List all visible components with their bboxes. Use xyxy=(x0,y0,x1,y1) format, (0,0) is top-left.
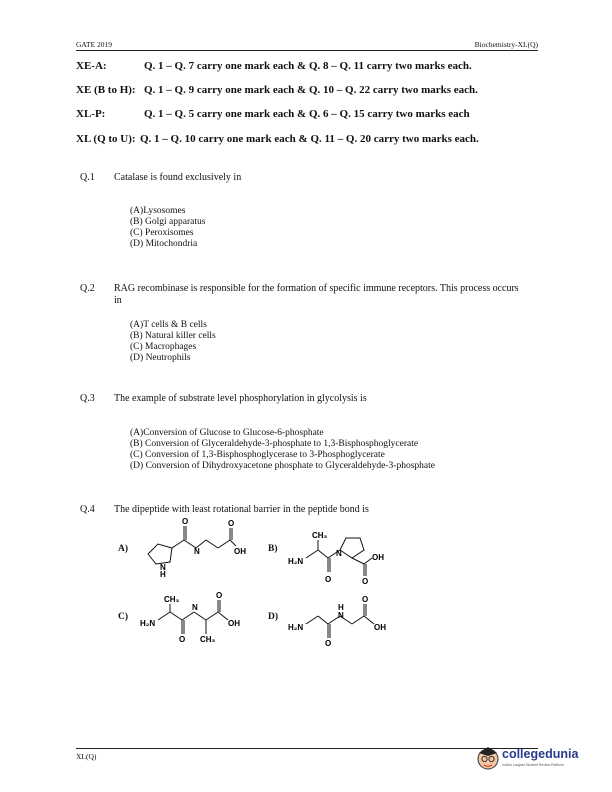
question-3-options xyxy=(130,428,435,472)
acid-o-label: O xyxy=(362,577,369,586)
structure-a-pro-gly[interactable] xyxy=(134,517,264,589)
carbonyl-o-label: O xyxy=(182,517,189,526)
question-1-options xyxy=(130,206,205,250)
option-c[interactable]: (C) Conversion of 1,3-Bisphosphoglycerase to 3-Phosphoglycerate xyxy=(130,450,385,460)
ring-n-label: N xyxy=(336,549,342,558)
amine-label: H₂N xyxy=(288,557,304,566)
logo-tagline: India's Largest Student Review Platform xyxy=(502,763,565,767)
question-text: The example of substrate level phosphorylation in glycolysis is xyxy=(114,393,367,404)
oh-label: OH xyxy=(234,547,246,556)
carbonyl-o-label: O xyxy=(325,575,332,584)
acid-o-label: O xyxy=(228,519,235,528)
option-d[interactable]: (D) Mitochondria xyxy=(130,239,198,249)
amide-n-label: N xyxy=(192,603,198,612)
question-number: Q.3 xyxy=(80,393,95,404)
structure-d-gly-gly[interactable] xyxy=(288,595,418,667)
question-number: Q.1 xyxy=(80,172,95,183)
option-d[interactable]: (D) Neutrophils xyxy=(130,353,191,363)
marks-text: Q. 1 – Q. 7 carry one mark each & Q. 8 – Q. 11 carry two marks each. xyxy=(144,60,472,72)
amide-n-label: N xyxy=(194,547,200,556)
question-text: The dipeptide with least rotational barrier in the peptide bond is xyxy=(114,504,369,515)
page-header-exam: GATE 2019 xyxy=(76,40,113,49)
question-text: RAG recombinase is responsible for the formation of specific immune receptors. This process occurs in xyxy=(114,283,519,306)
structure-c-ala-ala[interactable] xyxy=(140,591,270,663)
page-footer-code: XL(Q) xyxy=(76,752,97,761)
option-c[interactable]: (C) Peroxisomes xyxy=(130,228,194,238)
ring-h-label: H xyxy=(160,570,166,579)
footer-rule xyxy=(76,748,538,749)
oh-label: OH xyxy=(228,619,240,628)
ring-nh-label: N xyxy=(160,563,166,572)
carbonyl-o-label: O xyxy=(325,639,332,648)
logo-wordmark: collegedunia xyxy=(502,747,579,761)
marks-label: XE-A: xyxy=(76,60,107,72)
marks-label: XL (Q to U): xyxy=(76,133,136,145)
option-a[interactable]: (A)Conversion of Glucose to Glucose-6-phosphate xyxy=(130,428,324,438)
option-a[interactable]: (A)T cells & B cells xyxy=(130,320,207,330)
amine-label: H₂N xyxy=(140,619,156,628)
amide-n-label: N xyxy=(338,611,344,620)
question-text: Catalase is found exclusively in xyxy=(114,172,242,183)
question-2-options xyxy=(130,320,216,364)
collegedunia-logo[interactable] xyxy=(476,745,579,773)
structure-b-ala-pro[interactable] xyxy=(288,531,418,599)
oh-label: OH xyxy=(372,553,384,562)
header-rule xyxy=(76,50,538,51)
mascot-icon xyxy=(476,745,500,771)
page-header-paper: Biochemistry-XL(Q) xyxy=(474,40,538,49)
methyl-top-label: CH₃ xyxy=(164,595,180,604)
option-a-label[interactable]: A) xyxy=(118,544,129,554)
carbonyl-o-label: O xyxy=(179,635,186,644)
methyl-bottom-label: CH₃ xyxy=(200,635,216,644)
option-b[interactable]: (B) Golgi apparatus xyxy=(130,217,206,227)
marks-text: Q. 1 – Q. 9 carry one mark each & Q. 10 – Q. 22 carry two marks each. xyxy=(144,84,478,96)
acid-o-label: O xyxy=(362,595,369,604)
acid-o-label: O xyxy=(216,591,223,600)
marks-label: XL-P: xyxy=(76,108,106,120)
option-d-label[interactable]: D) xyxy=(268,612,279,622)
oh-label: OH xyxy=(374,623,386,632)
amide-h-label: H xyxy=(338,603,344,612)
marks-text: Q. 1 – Q. 5 carry one mark each & Q. 6 – Q. 15 carry two marks each xyxy=(144,108,470,120)
option-b[interactable]: (B) Conversion of Glyceraldehyde-3-phosphate to 1,3-Bisphosphoglycerate xyxy=(130,439,419,449)
methyl-label: CH₃ xyxy=(312,531,328,540)
option-c-label[interactable]: C) xyxy=(118,612,129,622)
option-b[interactable]: (B) Natural killer cells xyxy=(130,331,216,341)
option-a[interactable]: (A)Lysosomes xyxy=(130,206,186,216)
marks-text: Q. 1 – Q. 10 carry one mark each & Q. 11 – Q. 20 carry two marks each. xyxy=(140,133,479,145)
option-b-label[interactable]: B) xyxy=(268,544,278,554)
question-number: Q.4 xyxy=(80,504,95,515)
amine-label: H₂N xyxy=(288,623,304,632)
option-c[interactable]: (C) Macrophages xyxy=(130,342,197,352)
option-d[interactable]: (D) Conversion of Dihydroxyacetone phosphate to Glyceraldehyde-3-phosphate xyxy=(130,461,435,471)
question-number: Q.2 xyxy=(80,283,95,294)
marks-label: XE (B to H): xyxy=(76,84,136,96)
